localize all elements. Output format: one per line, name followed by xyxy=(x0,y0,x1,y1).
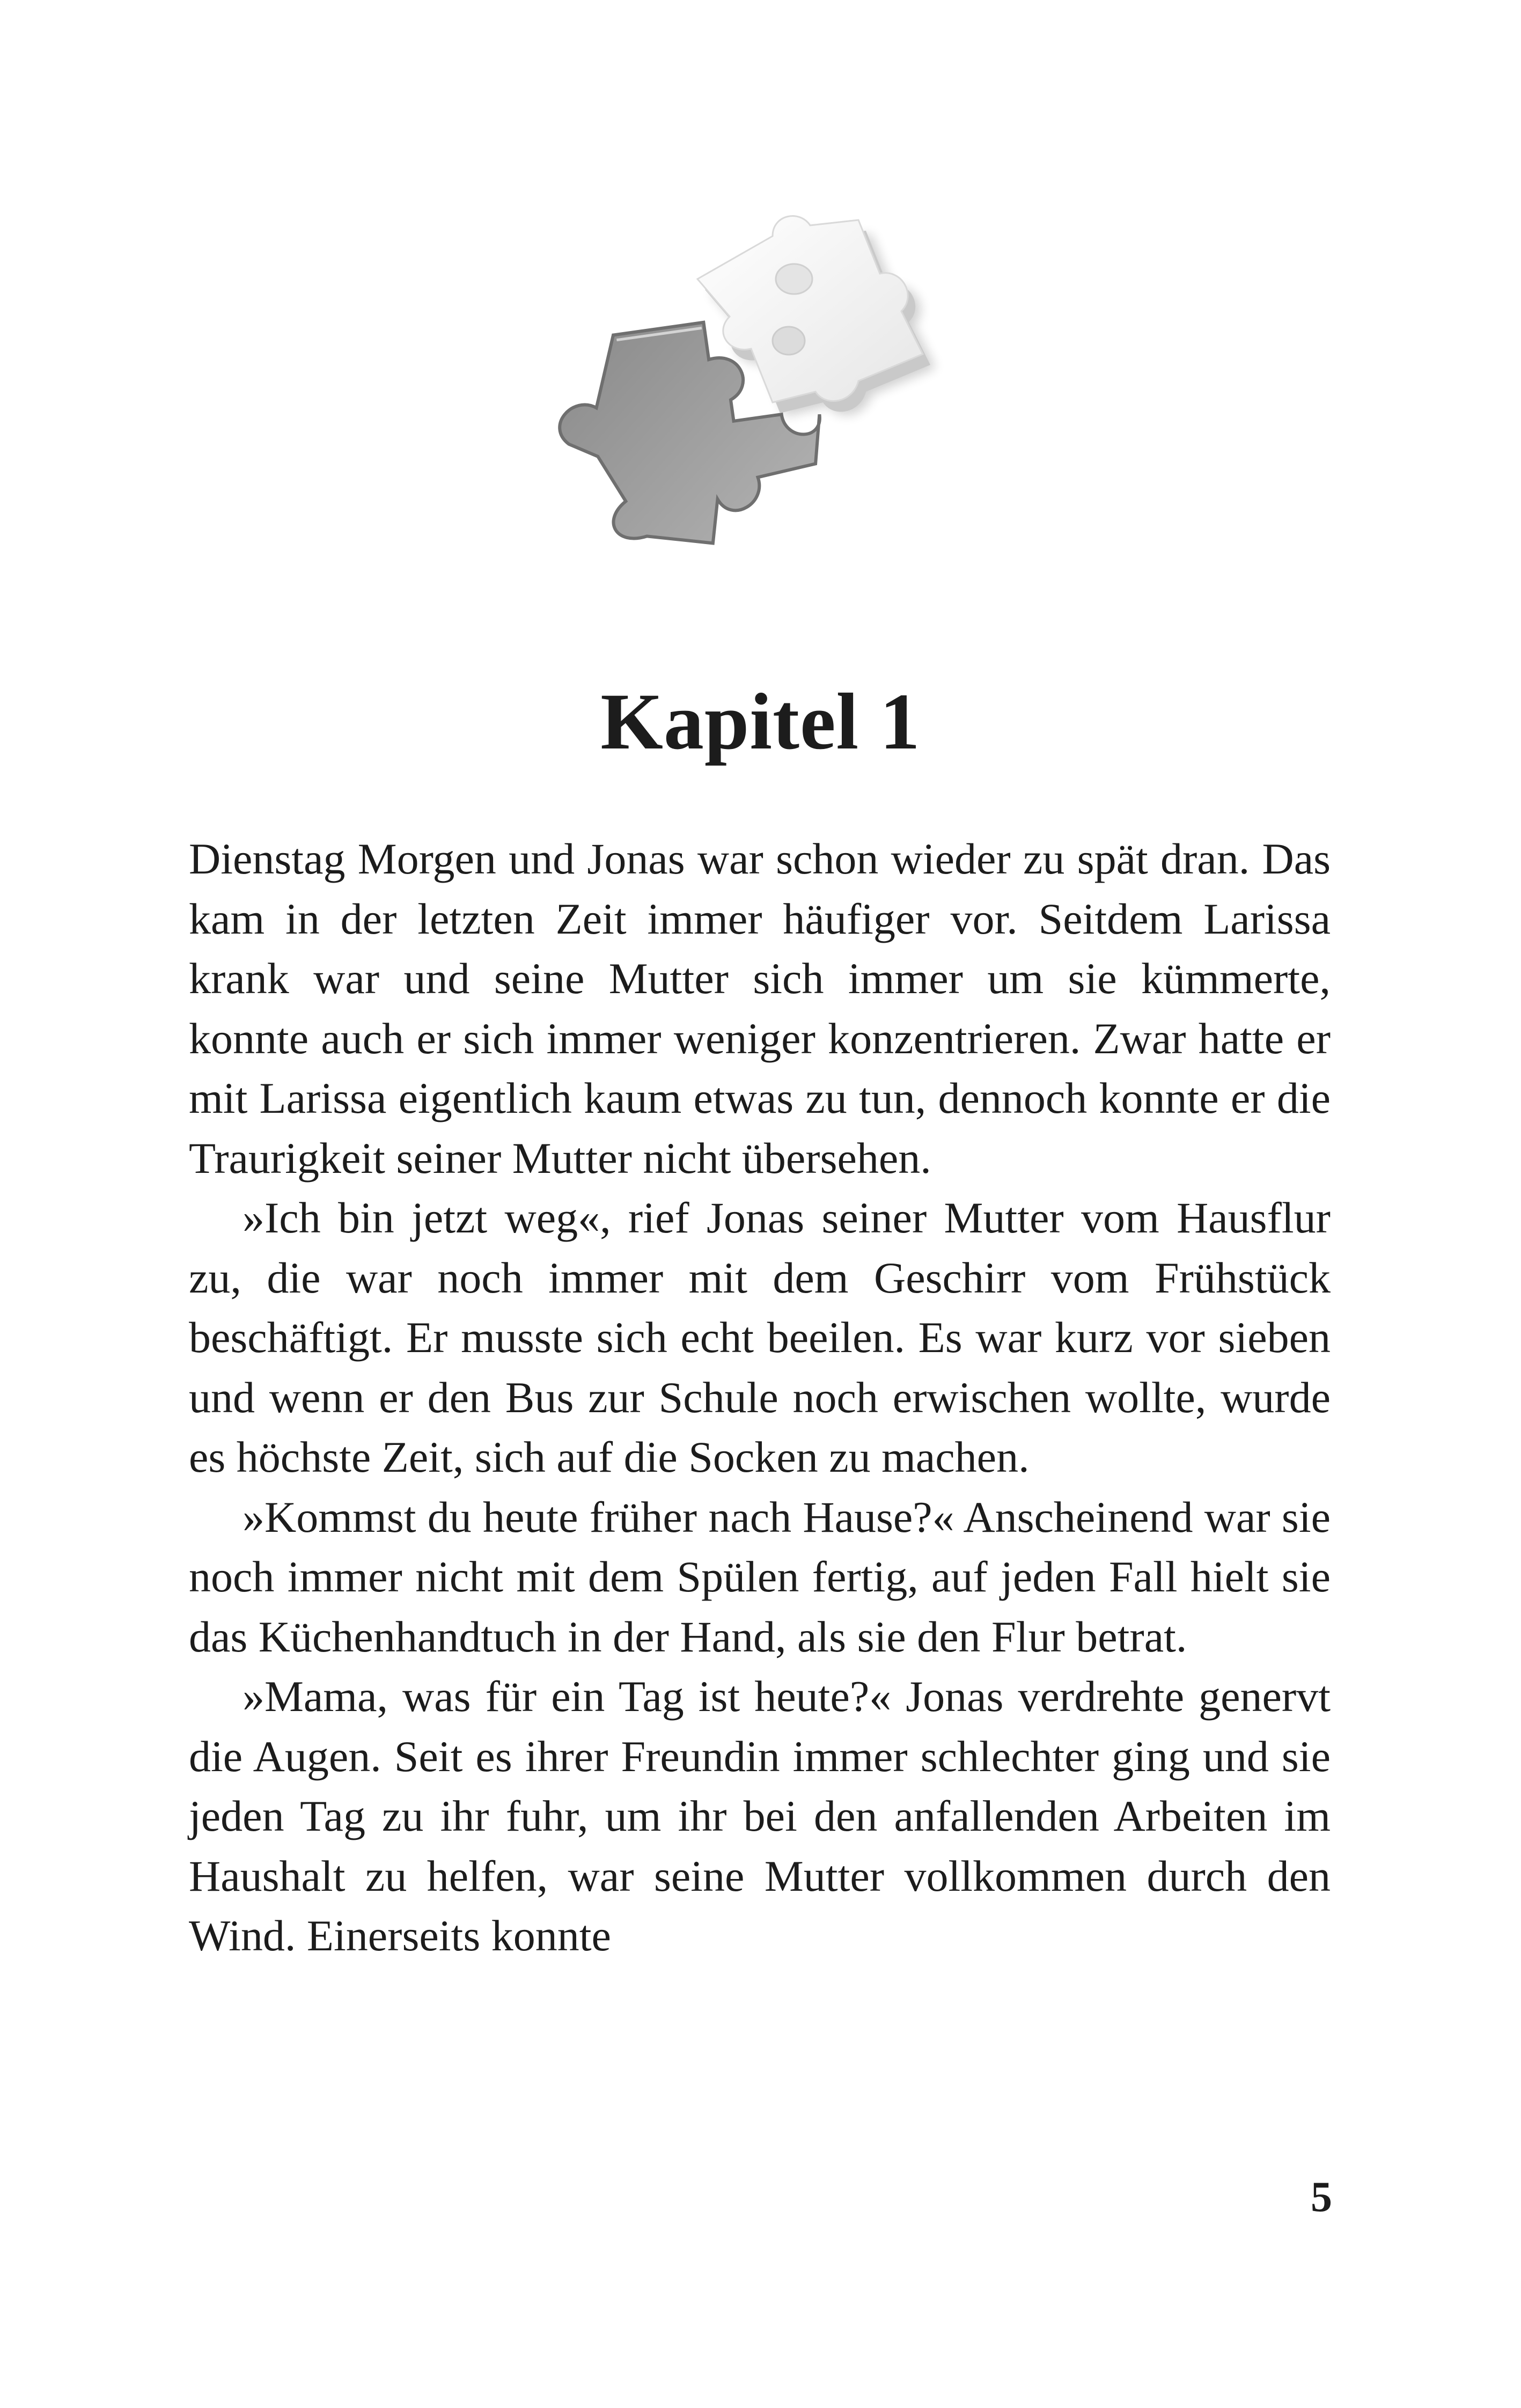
paragraph-4: »Mama, was für ein Tag ist heute?« Jonas verdrehte genervt die Augen. Seit es ihrer Freundin immer schlechter ging und sie jeden Tag zu ihr fuhr, um ihr bei den anfallenden Arbeiten im Haushalt zu helfen, war seine Mutter vollkommen durch den Wind. Einerseits konnte xyxy=(189,1672,1331,1960)
paragraph-1: Dienstag Morgen und Jonas war schon wieder zu spät dran. Das kam in der letzten Zeit immer häufiger vor. Seitdem Larissa krank war und seine Mutter sich immer um sie kümmerte, konnte auch er sich immer weniger konzentrieren. Zwar hatte er mit Larissa eigentlich kaum etwas zu tun, dennoch konnte er die Traurigkeit seiner Mutter nicht übersehen. xyxy=(189,834,1331,1183)
paragraph-2: »Ich bin jetzt weg«, rief Jonas seiner Mutter vom Hausflur zu, die war noch immer mit dem Geschirr vom Frühstück beschäftigt. Er musste sich echt beeilen. Es war kurz vor sieben und wenn er den Bus zur Schule noch erwischen wollte, wurde es höchste Zeit, sich auf die Socken zu machen. xyxy=(189,1193,1331,1481)
page-number: 5 xyxy=(1311,2174,1332,2221)
paragraph-3: »Kommst du heute früher nach Hause?« Anscheinend war sie noch immer nicht mit dem Spülen fertig, auf jeden Fall hielt sie das Küchenhandtuch in der Hand, als sie den Flur betrat. xyxy=(189,1492,1331,1661)
chapter-title: Kapitel 1 xyxy=(600,677,921,766)
body-text xyxy=(189,829,1331,1966)
puzzle-pieces-icon xyxy=(558,204,987,558)
